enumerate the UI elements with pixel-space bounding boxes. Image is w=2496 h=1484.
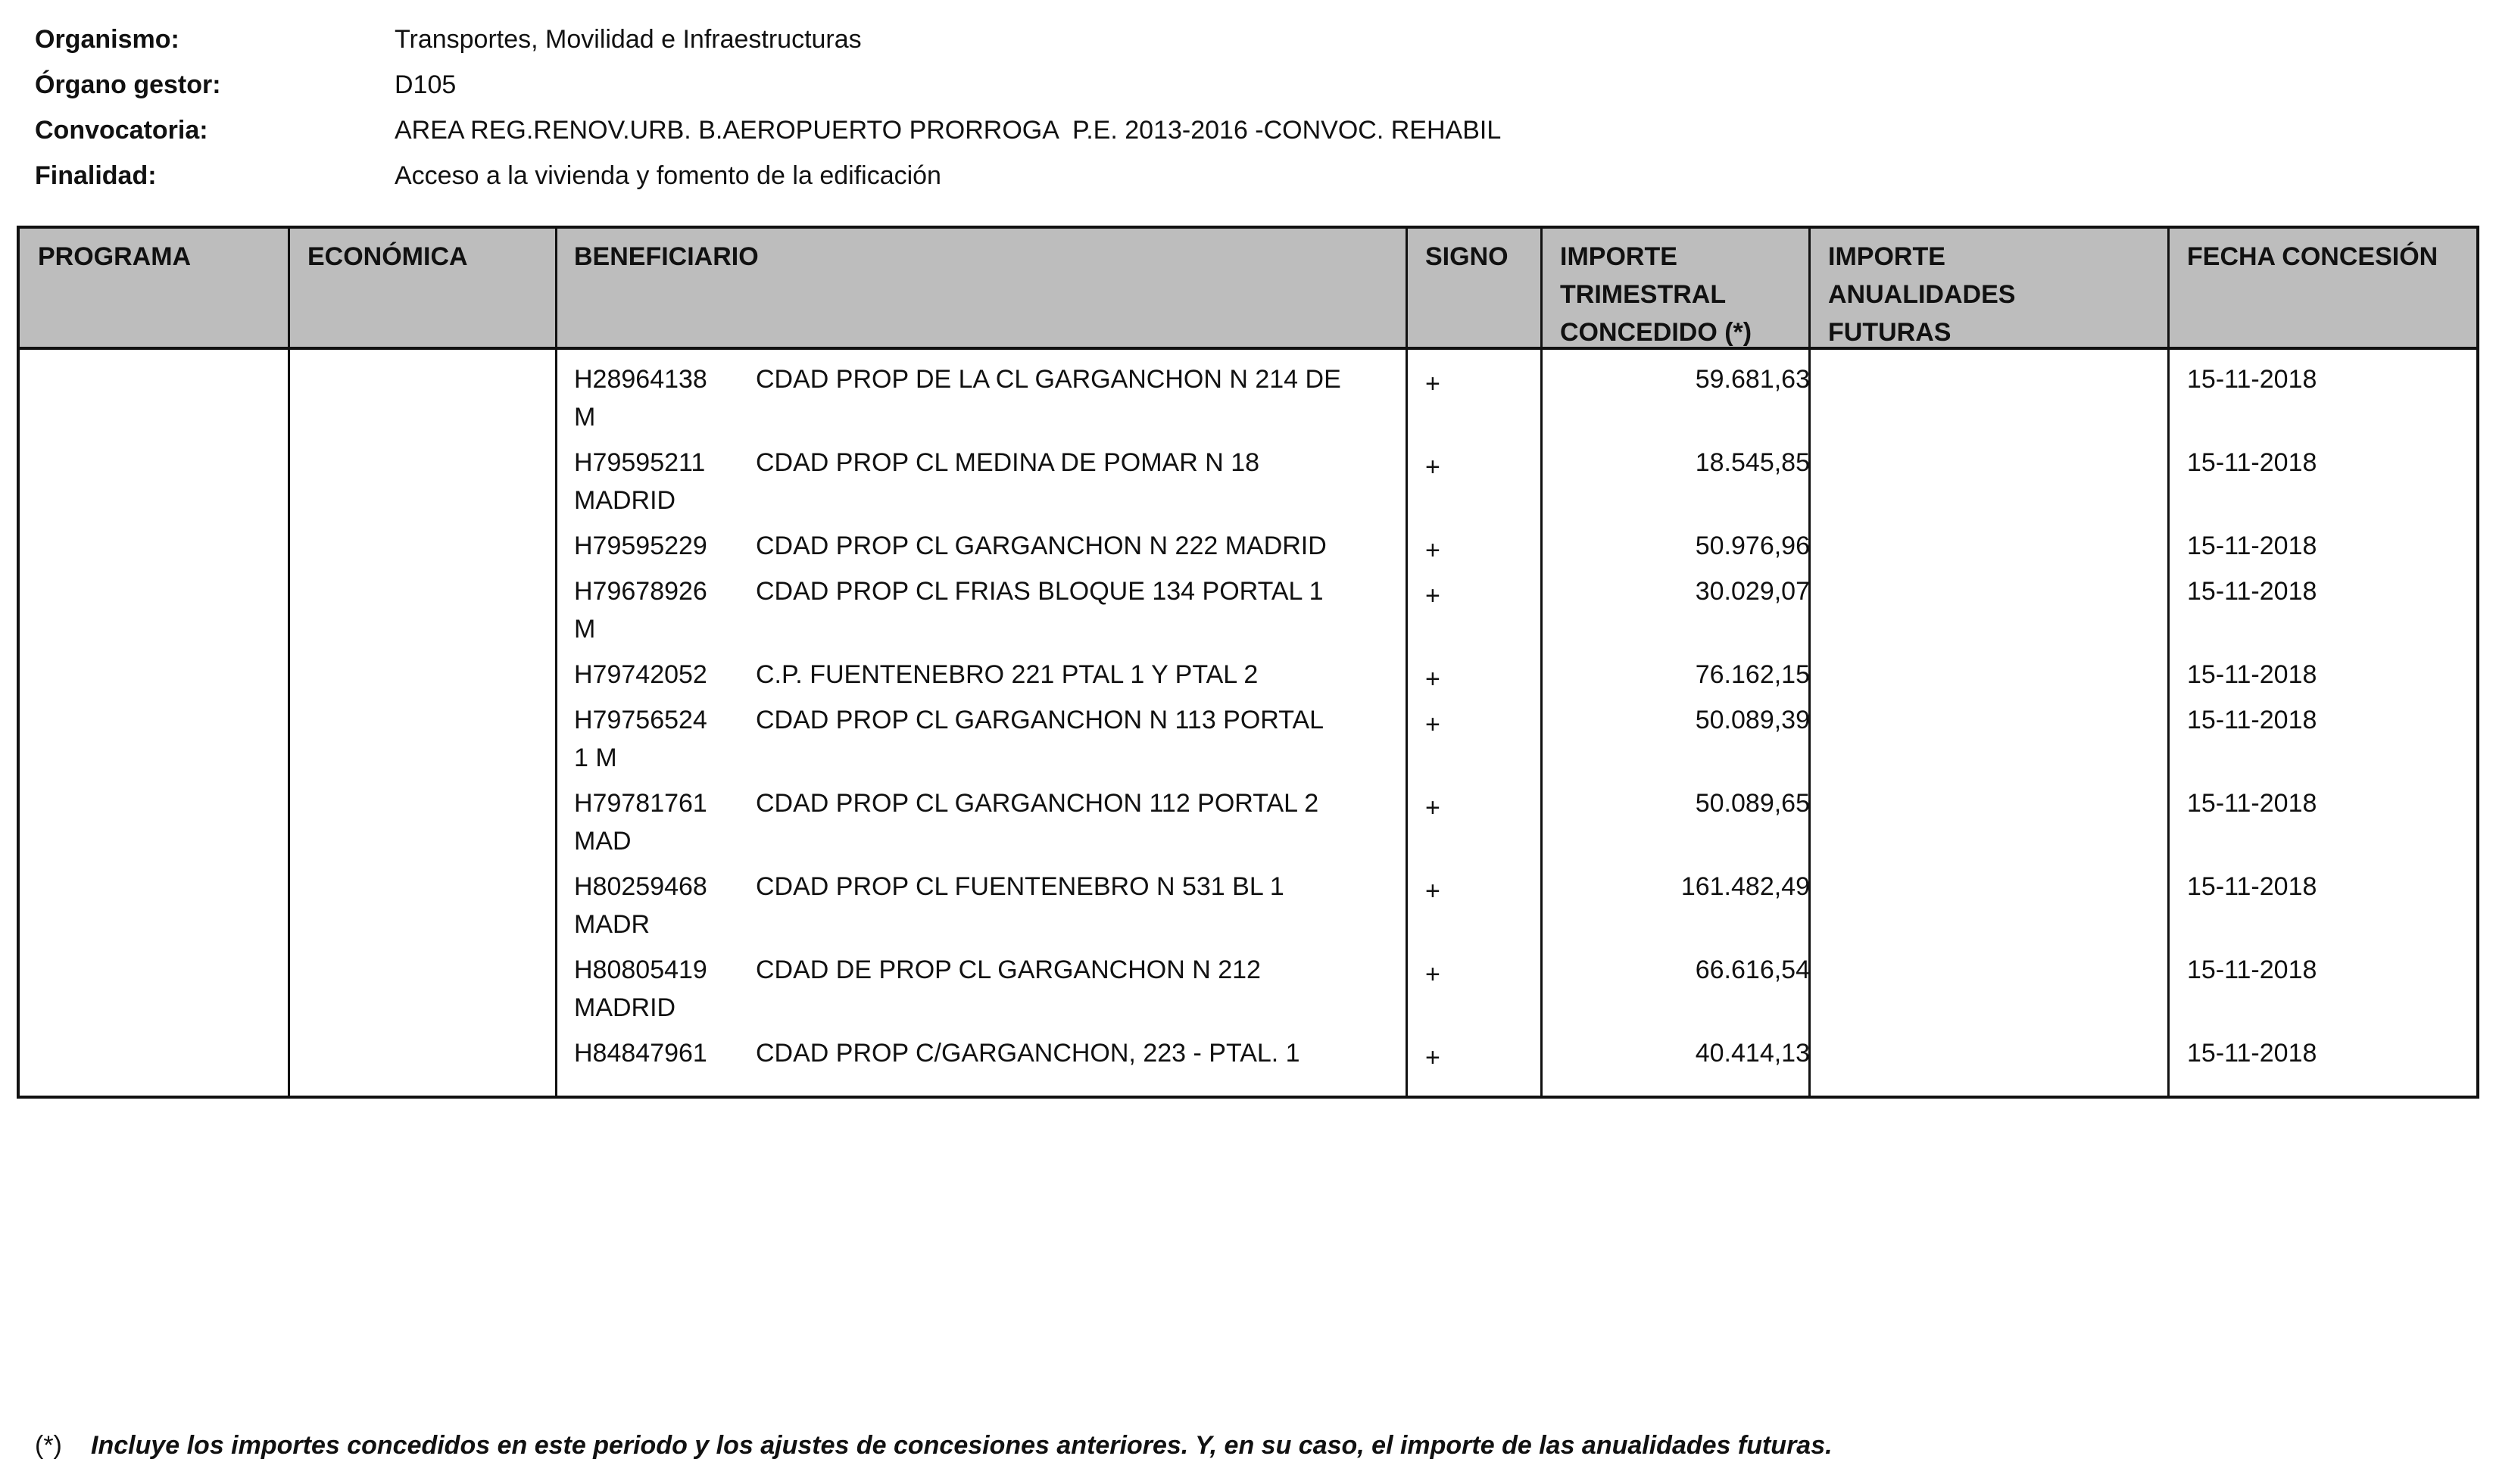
meta-row-organismo [35, 17, 1501, 62]
column-header-programa: PROGRAMA [38, 242, 192, 271]
column-divider [555, 229, 557, 1096]
grant-date-cell: 15-11-2018 [2187, 706, 2317, 734]
beneficiary-name: CDAD PROP CL FUENTENEBRO N 531 BL 1 [756, 872, 1284, 901]
sign-cell: + [1425, 453, 1440, 482]
column-header-economica: ECONÓMICA [307, 242, 468, 271]
beneficiary-name-continued: M [574, 403, 596, 432]
grant-date-cell: 15-11-2018 [2187, 577, 2317, 606]
sign-cell: + [1425, 369, 1440, 398]
beneficiary-name: CDAD PROP C/GARGANCHON, 223 - PTAL. 1 [756, 1039, 1300, 1068]
grant-date-cell: 15-11-2018 [2187, 532, 2317, 560]
sign-cell: + [1425, 960, 1440, 989]
column-header-importe-trimestral: IMPORTE TRIMESTRAL CONCEDIDO (*) [1560, 242, 1752, 347]
footnote [35, 1431, 1833, 1461]
beneficiary-nif: H79595211 [574, 448, 706, 477]
grant-date-cell: 15-11-2018 [2187, 365, 2317, 394]
meta-label: Finalidad: [35, 161, 157, 190]
grant-date-cell: 15-11-2018 [2187, 956, 2317, 984]
sign-cell: + [1425, 710, 1440, 739]
beneficiary-nif: H79595229 [574, 532, 707, 560]
sign-cell: + [1425, 665, 1440, 694]
sign-cell: + [1425, 581, 1440, 610]
beneficiary-name-continued: MADR [574, 910, 651, 939]
column-header-beneficiario: BENEFICIARIO [574, 242, 759, 271]
quarterly-amount-cell: 30.029,07 [1695, 577, 1810, 606]
footnote-text: Incluye los importes concedidos en este periodo y los ajustes de concesiones anteriores. Y, en su caso, el importe de las anualidades futuras. [91, 1431, 1833, 1460]
quarterly-amount-cell: 59.681,63 [1695, 365, 1810, 394]
beneficiary-nif: H79678926 [574, 577, 707, 606]
meta-label: Organismo: [35, 24, 179, 54]
column-divider [288, 229, 290, 1096]
table-header [20, 229, 2476, 350]
column-divider [1540, 229, 1543, 1096]
beneficiary-name-continued: MADRID [574, 993, 676, 1022]
meta-value: Transportes, Movilidad e Infraestructuras [395, 24, 862, 54]
beneficiary-name: CDAD PROP CL MEDINA DE POMAR N 18 [756, 448, 1260, 477]
beneficiary-name: CDAD PROP CL GARGANCHON 112 PORTAL 2 [756, 789, 1319, 818]
meta-row-organo-gestor [35, 62, 1501, 108]
beneficiary-name-continued: M [574, 615, 596, 644]
grant-date-cell: 15-11-2018 [2187, 789, 2317, 818]
beneficiary-name: CDAD PROP CL GARGANCHON N 113 PORTAL [756, 706, 1324, 734]
grant-date-cell: 15-11-2018 [2187, 660, 2317, 689]
beneficiary-name: CDAD PROP CL FRIAS BLOQUE 134 PORTAL 1 [756, 577, 1324, 606]
beneficiary-nif: H79742052 [574, 660, 707, 689]
beneficiary-name: CDAD DE PROP CL GARGANCHON N 212 [756, 956, 1261, 984]
beneficiary-nif: H79781761 [574, 789, 707, 818]
column-divider [2167, 229, 2170, 1096]
quarterly-amount-cell: 66.616,54 [1695, 956, 1810, 984]
meta-label: Convocatoria: [35, 115, 208, 145]
quarterly-amount-cell: 50.089,65 [1695, 789, 1810, 818]
quarterly-amount-cell: 161.482,49 [1680, 872, 1810, 901]
quarterly-amount-cell: 76.162,15 [1695, 660, 1810, 689]
beneficiary-nif: H79756524 [574, 706, 707, 734]
grant-date-cell: 15-11-2018 [2187, 872, 2317, 901]
beneficiary-nif: H80259468 [574, 872, 707, 901]
quarterly-amount-cell: 50.089,39 [1695, 706, 1810, 734]
footnote-mark: (*) [35, 1431, 62, 1460]
beneficiary-name-continued: MAD [574, 827, 632, 856]
beneficiary-name-continued: 1 M [574, 744, 617, 772]
grant-date-cell: 15-11-2018 [2187, 1039, 2317, 1068]
meta-label: Órgano gestor: [35, 70, 221, 99]
beneficiary-nif: H84847961 [574, 1039, 707, 1068]
column-header-fecha-concesion: FECHA CONCESIÓN [2187, 242, 2438, 271]
sign-cell: + [1425, 793, 1440, 822]
sign-cell: + [1425, 1043, 1440, 1072]
grant-date-cell: 15-11-2018 [2187, 448, 2317, 477]
document-metadata [35, 17, 1501, 198]
beneficiary-name: CDAD PROP DE LA CL GARGANCHON N 214 DE [756, 365, 1341, 394]
column-header-importe-anualidades: IMPORTE ANUALIDADES FUTURAS [1828, 242, 2016, 347]
meta-value: D105 [395, 70, 457, 99]
meta-value: Acceso a la vivienda y fomento de la edificación [395, 161, 941, 190]
meta-row-convocatoria [35, 108, 1501, 153]
beneficiary-nif: H28964138 [574, 365, 707, 394]
beneficiary-name: CDAD PROP CL GARGANCHON N 222 MADRID [756, 532, 1327, 560]
column-header-signo: SIGNO [1425, 242, 1509, 271]
meta-value: AREA REG.RENOV.URB. B.AEROPUERTO PRORROGA P.E. 2013-2016 -CONVOC. REHABIL [395, 115, 1502, 145]
sign-cell: + [1425, 877, 1440, 906]
quarterly-amount-cell: 18.545,85 [1695, 448, 1810, 477]
beneficiary-name-continued: MADRID [574, 486, 676, 515]
beneficiary-name: C.P. FUENTENEBRO 221 PTAL 1 Y PTAL 2 [756, 660, 1259, 689]
quarterly-amount-cell: 40.414,13 [1695, 1039, 1810, 1068]
column-divider [1406, 229, 1408, 1096]
sign-cell: + [1425, 536, 1440, 565]
meta-row-finalidad [35, 153, 1501, 198]
quarterly-amount-cell: 50.976,96 [1695, 532, 1810, 560]
grants-table [17, 226, 2479, 1099]
beneficiary-nif: H80805419 [574, 956, 707, 984]
